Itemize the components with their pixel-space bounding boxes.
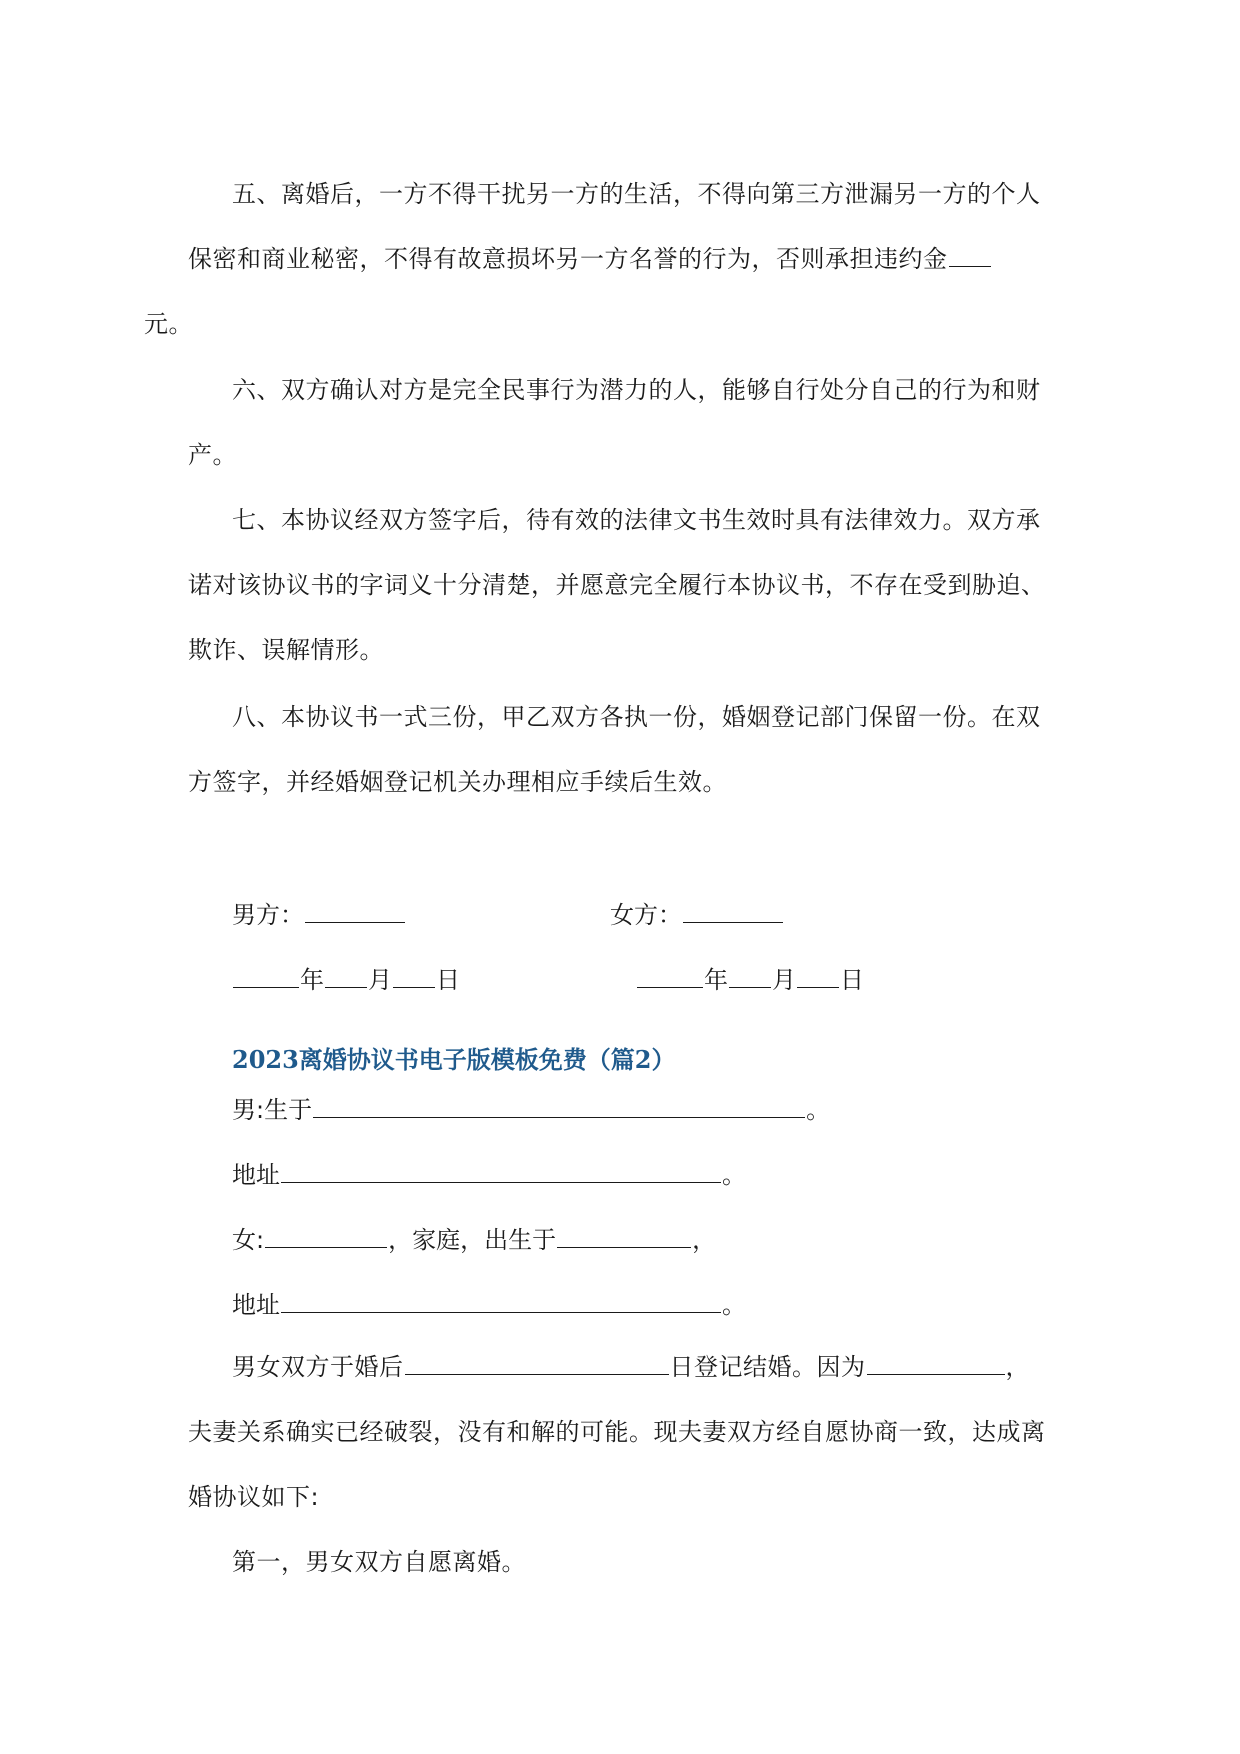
section-heading: 2023离婚协议书电子版模板免费（篇2） (232, 1045, 676, 1074)
day-label: 日 (436, 966, 460, 994)
clause-8: 八、本协议书一式三份，甲乙双方各执一份，婚姻登记部门保留一份。在双方签字，并经婚姻登记机关办理相应手续后生效。 (188, 703, 1041, 796)
male-address-blank[interactable] (281, 1158, 721, 1183)
marriage-text-c: ，夫妻关系确实已经破裂，没有和解的可能。现夫妻双方经自愿协商一致，达成离婚协议如下: (188, 1353, 1046, 1511)
female-signature-label: 女方： (610, 901, 682, 929)
female-day-blank[interactable] (797, 963, 839, 988)
marriage-paragraph (188, 1335, 1048, 1530)
male-month-blank[interactable] (325, 963, 367, 988)
female-month-blank[interactable] (729, 963, 771, 988)
female-address-line (232, 1285, 746, 1325)
period: 。 (722, 1291, 746, 1319)
female-signature-blank[interactable] (683, 898, 783, 923)
clause-5 (144, 162, 1048, 357)
female-info-line (232, 1220, 716, 1260)
female-label: 女: (232, 1226, 265, 1254)
address-label: 地址 (232, 1161, 280, 1189)
female-signature (610, 895, 784, 935)
marriage-date-blank[interactable] (405, 1350, 669, 1375)
year-label: 年 (300, 966, 324, 994)
male-address-line (232, 1155, 746, 1195)
day-label: 日 (840, 966, 864, 994)
male-day-blank[interactable] (393, 963, 435, 988)
male-year-blank[interactable] (233, 963, 299, 988)
male-signature-blank[interactable] (305, 898, 405, 923)
year-label: 年 (704, 966, 728, 994)
article-1: 第一，男女双方自愿离婚。 (232, 1548, 526, 1576)
penalty-amount-blank[interactable] (949, 242, 991, 267)
male-born-blank[interactable] (313, 1093, 805, 1118)
male-signature (232, 895, 406, 935)
female-name-blank[interactable] (265, 1223, 387, 1248)
clause-5-end: 元。 (144, 310, 193, 338)
male-signature-label: 男方： (232, 901, 304, 929)
divorce-reason-blank[interactable] (867, 1350, 1005, 1375)
clause-5-text: 五、离婚后，一方不得干扰另一方的生活，不得向第三方泄漏另一方的个人保密和商业秘密，不得有故意损坏另一方名誉的行为，否则承担违约金 (188, 180, 1041, 273)
comma: ， (692, 1226, 717, 1254)
period: 。 (806, 1096, 831, 1124)
address-label: 地址 (232, 1291, 280, 1319)
clause-7: 七、本协议经双方签字后，待有效的法律文书生效时具有法律效力。双方承诺对该协议书的字词义十分清楚，并愿意完全履行本协议书，不存在受到胁迫、欺诈、误解情形。 (188, 506, 1046, 664)
female-date (636, 960, 864, 1000)
female-year-blank[interactable] (637, 963, 703, 988)
clause-6: 六、双方确认对方是完全民事行为潜力的人，能够自行处分自己的行为和财产。 (188, 376, 1041, 469)
marriage-text-a: 男女双方于婚后 (232, 1353, 404, 1381)
marriage-text-b: 日登记结婚。因为 (669, 1353, 866, 1381)
month-label: 月 (368, 966, 392, 994)
female-born-blank[interactable] (557, 1223, 691, 1248)
male-born-label: 男:生于 (232, 1096, 313, 1124)
period: 。 (722, 1161, 746, 1189)
male-date (232, 960, 460, 1000)
female-address-blank[interactable] (281, 1288, 721, 1313)
male-birth-line (232, 1090, 830, 1130)
month-label: 月 (772, 966, 796, 994)
family-text: ，家庭，出生于 (388, 1226, 557, 1254)
